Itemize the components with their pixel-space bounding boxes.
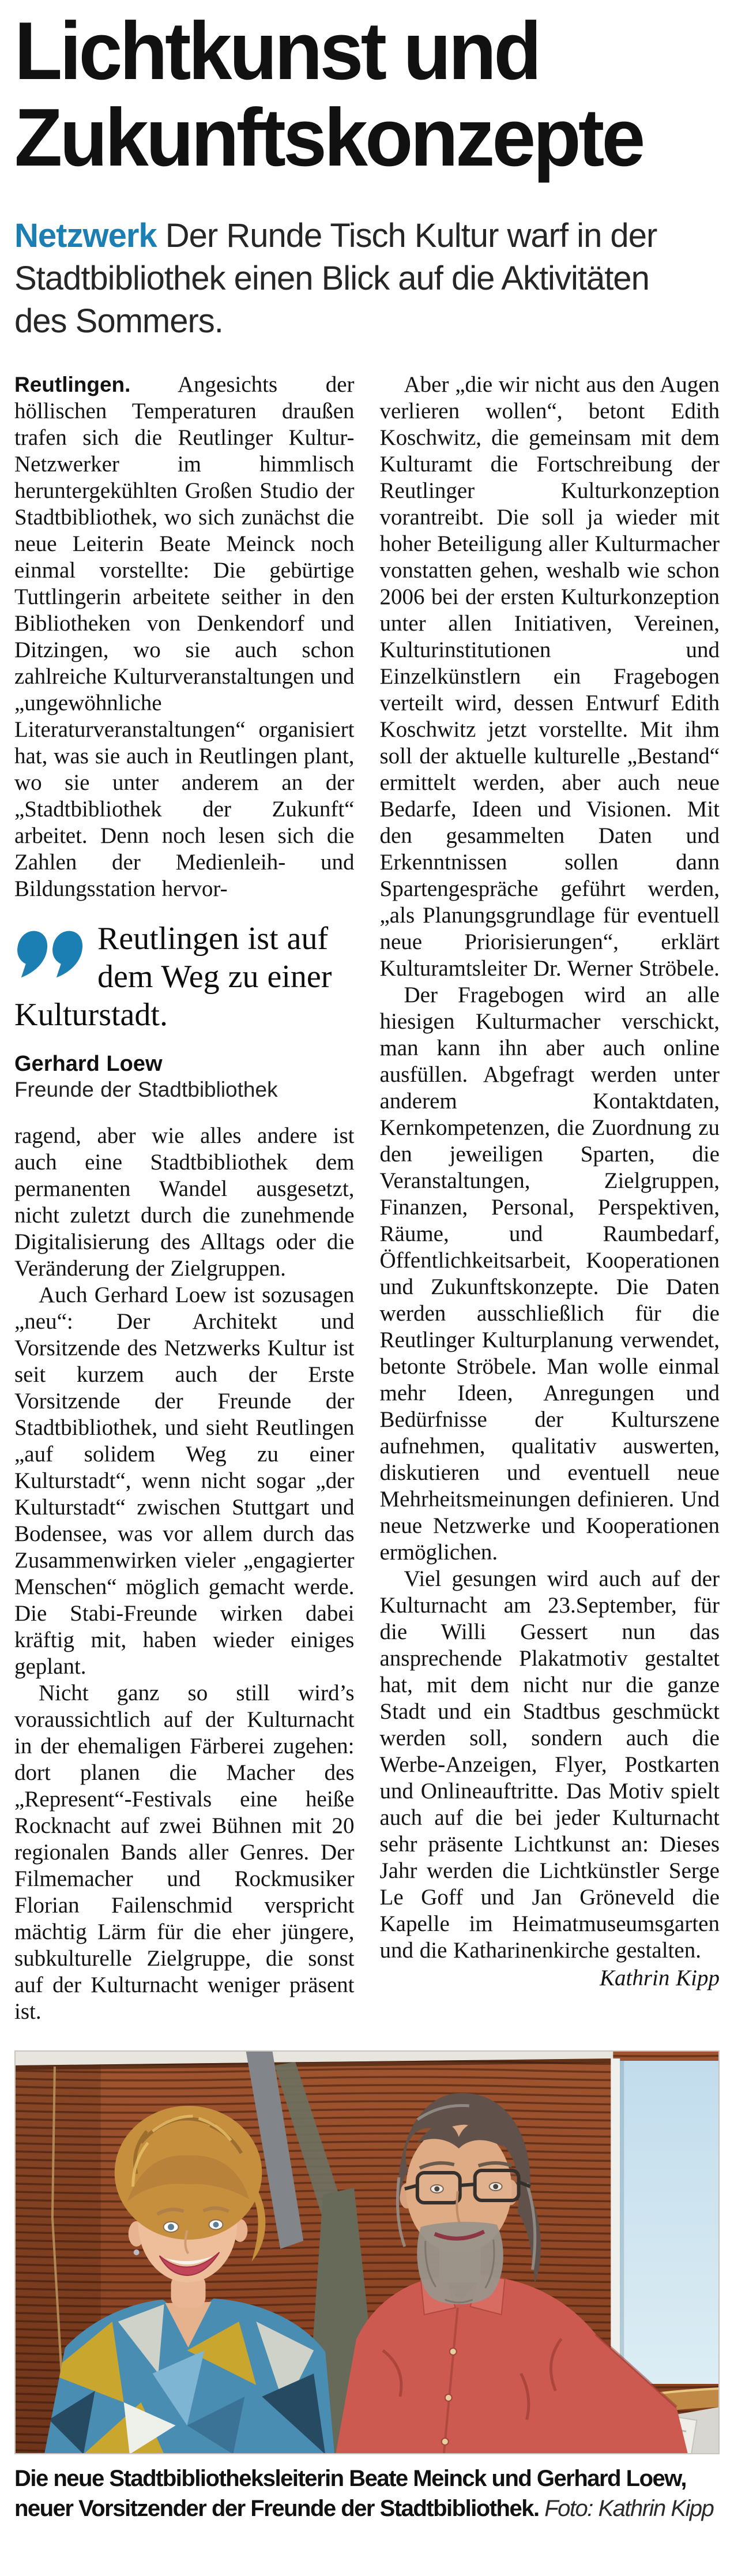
article-headline bbox=[14, 5, 720, 183]
body-columns bbox=[14, 372, 720, 2025]
pull-quote-attribution-name: Gerhard Loew bbox=[14, 1052, 163, 1076]
pull-quote-text: Reutlingen ist auf dem Weg zu einer Kulturstadt. bbox=[14, 921, 332, 1033]
photo-caption-text: Die neue Stadtbibliotheksleiterin Beate Meinck und Gerhard Loew, neuer Vorsitzender der Freunde der Stadtbibliothek. bbox=[14, 2466, 686, 2521]
quote-mark-icon bbox=[14, 925, 85, 985]
paragraph-5: Der Fragebogen wird an alle hiesigen Kulturmacher verschickt, man kann ihn aber auch online ausfüllen. Abgefragt werden unter anderem Kontaktdaten, Kernkompetenzen, die Zuordnung zu den jeweiligen Sparten, die Veranstaltungen, Zielgruppen, Finanzen, Personal, Perspektiven, Räume, und Raumbedarf, Öffentlichkeitsarbeit, Kooperationen und Zukunftskonzepte. Die Daten werden ausschließlich für die Reutlinger Kulturplanung verwendet, betonte Ströbele. Man wolle einmal mehr Ideen, Anregungen und Bedürfnisse der Kulturszene aufnehmen, qualitativ auswerten, diskutieren und eventuell neue Mehrheitsmeinungen definieren. Und neue Netzwerke und Kooperationen ermöglichen. bbox=[379, 983, 720, 1565]
kicker-netzwerk: Netzwerk bbox=[14, 217, 157, 254]
paragraph-3: Nicht ganz so still wird’s voraussichtlich auf der Kulturnacht in der ehemaligen Färberei zugehen: dort planen die Macher des „Represent“-Festivals eine heiße Rocknacht auf zwei Bühnen mit 20 regionalen Bands aller Genres. Der Filmemacher und Rockmusiker Florian Failenschmid verspricht mächtig Lärm für die eher jüngere, subkulturelle Zielgruppe, die sonst auf der Kulturnacht weniger präsent ist. bbox=[14, 1681, 355, 2024]
paragraph-2: Auch Gerhard Loew ist sozusagen „neu“: Der Architekt und Vorsitzende des Netzwerks Kultur ist seit kurzem auch der Erste Vorsitzende der Freunde der Stadtbibliothek, und sieht Reutlingen „auf solidem Weg zu einer Kulturstadt“, wenn nicht sogar „der Kulturstadt“ zwischen Stuttgart und Bodensee, was vor allem durch das Zusammenwirken vieler „engagierter Menschen“ möglich gemacht werde. Die Stabi-Freunde wirken dabei kräftig mit, haben wieder einiges geplant. bbox=[14, 1283, 355, 1679]
standfirst bbox=[14, 215, 706, 343]
photo-illustration bbox=[14, 2050, 720, 2454]
paragraph-4: Aber „die wir nicht aus den Augen verlieren wollen“, betont Edith Koschwitz, die gemeinsam mit dem Kulturamt die Fortschreibung der Reutlinger Kulturkonzeption vorantreibt. Die soll ja wieder mit hoher Beteiligung aller Kulturmacher vonstatten gehen, weshalb wie schon 2006 bei der ersten Kulturkonzeption unter allen Initiativen, Vereinen, Kulturinstitutionen und Einzelkünstlern ein Fragebogen verteilt wird, dessen Entwurf Edith Koschwitz jetzt vorstellte. Mit ihm soll der aktuelle kulturelle „Bestand“ ermittelt werden, aber auch neue Bedarfe, Ideen und Visionen. Mit den gesammelten Daten und Erkenntnissen sollen dann Spartengespräche geführt werden, „als Planungsgrundlage für eventuell neue Priorisierungen“, erklärt Kulturamtsleiter Dr. Werner Ströbele. bbox=[379, 372, 720, 981]
pull-quote-attribution-role: Freunde der Stadtbibliothek bbox=[14, 1078, 278, 1101]
paragraph-6: Viel gesungen wird auch auf der Kulturnacht am 23.September, für die Willi Gessert nun das ansprechende Plakatmotiv gestaltet hat, mit dem nicht nur die ganze Stadt und ein Stadtbus geschmückt werden soll, sondern auch die Werbe-Anzeigen, Flyer, Postkarten und Onlineauftritte. Das Motiv spielt auch auf die bei jeder Kulturnacht sehr präsente Lichtkunst an: Dieses Jahr werden die Lichtkünstler Serge Le Goff und Jan Gröneveld die Kapelle im Heimatmuseumsgarten und die Katharinenkirche gestalten. bbox=[379, 1566, 720, 1963]
column-left bbox=[14, 372, 355, 2025]
photo-credit: Foto: Kathrin Kipp bbox=[544, 2496, 714, 2521]
lead-location: Reutlingen. bbox=[14, 373, 131, 396]
article-photo bbox=[14, 2050, 720, 2454]
headline-line-1: Lichtkunst und bbox=[14, 5, 539, 97]
headline-line-2: Zukunftskonzepte bbox=[14, 92, 643, 183]
paragraph-1a bbox=[14, 372, 355, 902]
author-byline: Kathrin Kipp bbox=[600, 1966, 720, 1990]
pull-quote bbox=[14, 920, 355, 1103]
photo-caption bbox=[14, 2463, 720, 2523]
paragraph-1b: ragend, aber wie alles andere ist auch eine Stadtbibliothek dem permanenten Wandel ausgesetzt, nicht zuletzt durch die zunehmende Digitalisierung des Alltags oder die Veränderung der Zielgruppen. bbox=[14, 1123, 355, 1281]
column-right bbox=[380, 372, 720, 2025]
paragraph-1a-text: Angesichts der höllischen Temperaturen draußen trafen sich die Reutlinger Kultur-Netzwerker im himmlisch heruntergekühlten Großen Studio der Stadtbibliothek, wo sich zunächst die neue Leiterin Beate Meinck noch einmal vorstellte: Die gebürtige Tuttlingerin arbeitete seither in den Bibliotheken von Denkendorf und Ditzingen, wo sie auch schon zahlreiche Kulturveranstaltungen und „ungewöhnliche Literaturveranstaltungen“ organisiert hat, was sie auch in Reutlingen plant, wo sie unter anderem an der „Stadtbibliothek der Zukunft“ arbeitet. Denn noch lesen sich die Zahlen der Medienleih- und Bildungsstation hervor- bbox=[14, 372, 355, 901]
standfirst-text: Der Runde Tisch Kultur warf in der Stadtbibliothek einen Blick auf die Aktivitäten des Sommers. bbox=[14, 217, 657, 340]
